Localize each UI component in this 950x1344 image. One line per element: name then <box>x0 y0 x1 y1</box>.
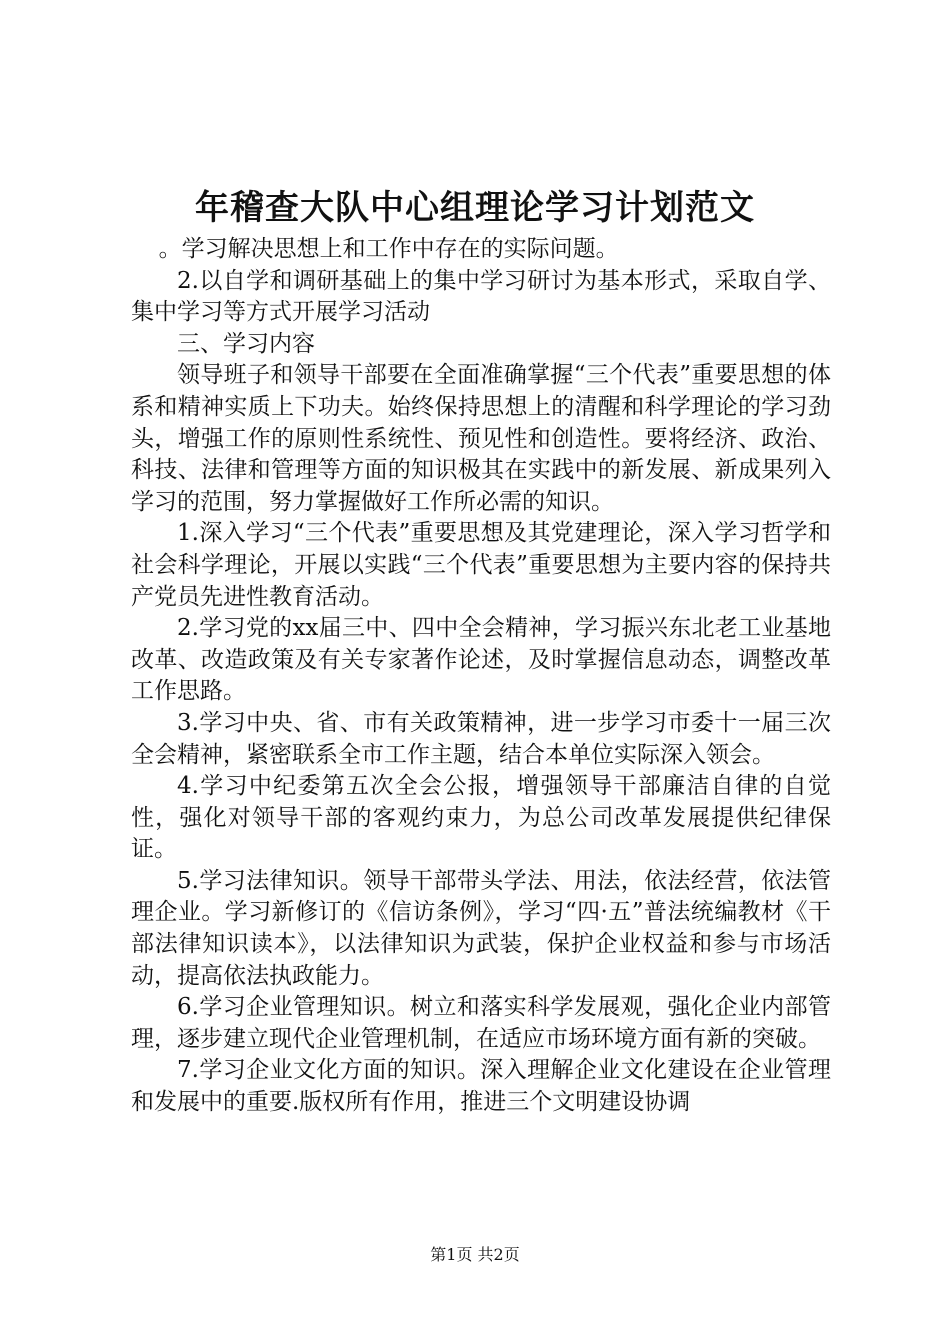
list-item: 4.学习中纪委第五次全会公报，增强领导干部廉洁自律的自觉性，强化对领导干部的客观约束力，为总公司改革发展提供纪律保证。 <box>131 773 831 863</box>
section-heading: 三、学习内容 <box>177 330 315 357</box>
list-item: 3.学习中央、省、市有关政策精神，进一步学习市委十一届三次全会精神，紧密联系全市工作主题，结合本单位实际深入领会。 <box>131 709 831 768</box>
paragraph: 。学习解决思想上和工作中存在的实际问题。 <box>158 236 619 262</box>
list-item: 2.学习党的xx届三中、四中全会精神，学习振兴东北老工业基地改革、改造政策及有关专家著作论述，及时掌握信息动态，调整改革工作思路。 <box>131 615 831 705</box>
document-title: 年稽查大队中心组理论学习计划范文 <box>195 188 755 228</box>
list-item: 5.学习法律知识。领导干部带头学法、用法，依法经营，依法管理企业。学习新修订的《信访条例》，学习“四·五”普法统编教材《干部法律知识读本》，以法律知识为武装，保护企业权益和参与市场活动，提高依法执政能力。 <box>131 867 831 989</box>
list-item: 1.深入学习“三个代表”重要思想及其党建理论，深入学习哲学和社会科学理论，开展以实践“三个代表”重要思想为主要内容的保持共产党员先进性教育活动。 <box>131 520 831 610</box>
list-item: 7.学习企业文化方面的知识。深入理解企业文化建设在企业管理和发展中的重要.版权所有作用，推进三个文明建设协调 <box>131 1057 831 1116</box>
page-footer: 第1页 共2页 <box>430 1245 520 1264</box>
list-item: 6.学习企业管理知识。树立和落实科学发展观，强化企业内部管理，逐步建立现代企业管理机制，在适应市场环境方面有新的突破。 <box>131 994 831 1052</box>
paragraph: 2.以自学和调研基础上的集中学习研讨为基本形式，采取自学、集中学习等方式开展学习活动 <box>131 267 831 326</box>
paragraph: 领导班子和领导干部要在全面准确掌握“三个代表”重要思想的体系和精神实质上下功夫。始终保持思想上的清醒和科学理论的学习劲头，增强工作的原则性系统性、预见性和创造性。要将经济、政治、科技、法律和管理等方面的知识极其在实践中的新发展、新成果列入学习的范围，努力掌握做好工作所必需的知识。 <box>131 362 831 515</box>
document-body <box>131 234 831 1119</box>
